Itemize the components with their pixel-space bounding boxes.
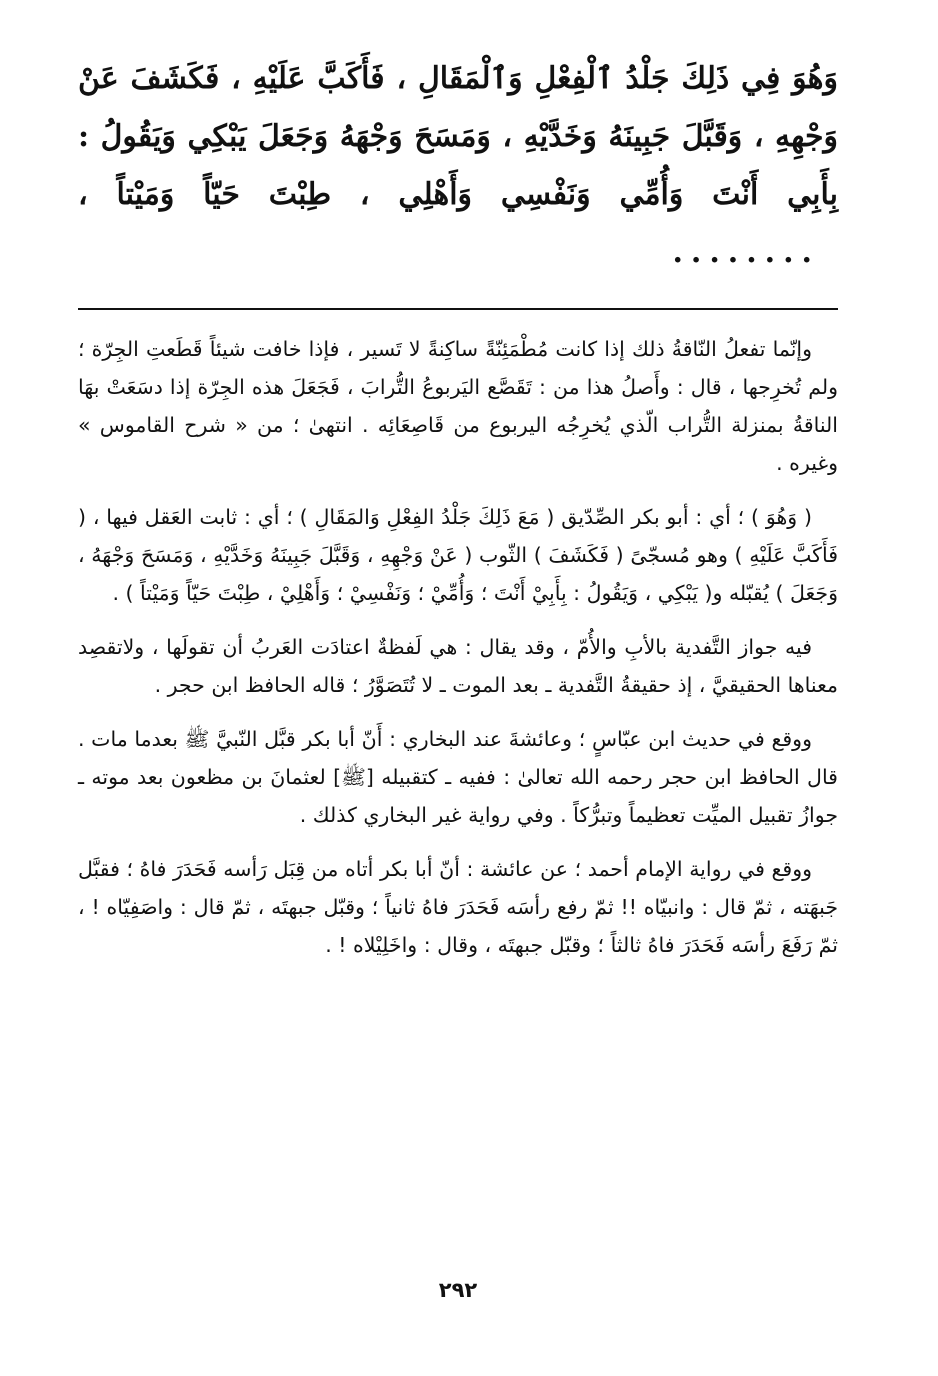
commentary-paragraph-2: ( وَهُوَ ) ؛ أي : أبو بكر الصِّدّيق ( مَعَ ذَلِكَ جَلْدُ الفِعْلِ وَالمَقَالِ ) ؛ أي : ثابت العَقل فيها ، ( فَأَكَبَّ عَلَيْهِ ) وهو مُسجّىً ( فَكَشَفَ ) الثّوب ( عَنْ وَجْهِهِ ، وَقَبَّلَ جَبِينَهُ وَخَدَّيْهِ ، وَمَسَحَ وَجْهَهُ ، وَجَعَلَ ) يُقبّله و( يَبْكِي ، وَيَقُولُ : بِأَبِيْ أَنْتَ ؛ وَأُمِّيْ ؛ وَنَفْسِيْ ؛ وَأَهْلِيْ ، طِبْتَ حَيّاً وَمَيْتاً ) . bbox=[78, 505, 838, 605]
commentary-section bbox=[78, 330, 838, 964]
matn-text bbox=[78, 50, 838, 282]
commentary-paragraph-5: ووقع في رواية الإمام أحمد ؛ عن عائشة : أنّ أبا بكر أتاه من قِبَل رَأسه فَحَدَرَ فاهُ ؛ فقبَّل جَبهَته ، ثمّ قال : وانبيّاه !! ثمّ رفع رأسَه فَحَدَرَ فاهُ ثانياً ؛ وقبّل جبهتَه ، ثمّ قال : واصَفِيّاه ! ، ثمّ رَفَعَ رأسَه فَحَدَرَ فاهُ ثالثاً ؛ وقبّل جبهتَه ، وقال : واخَلِيْلاه ! . bbox=[78, 857, 838, 957]
matn-body: وَهُوَ فِي ذَلِكَ جَلْدُ ٱلْفِعْلِ وَٱلْمَقَالِ ، فَأَكَبَّ عَلَيْهِ ، فَكَشَفَ عَنْ وَجْهِهِ ، وَقَبَّلَ جَبِينَهُ وَخَدَّيْهِ ، وَمَسَحَ وَجْهَهُ وَجَعَلَ يَبْكِي وَيَقُولُ : بِأَبِي أَنْتَ وَأُمِّي وَنَفْسِي وَأَهْلِي ، طِبْتَ حَيّاً وَمَيْتاً ، bbox=[78, 61, 838, 212]
book-page bbox=[78, 50, 838, 1350]
page-number: ٢٩٢ bbox=[438, 1278, 478, 1302]
matn-ellipsis: ........ bbox=[672, 235, 820, 270]
commentary-paragraph-1: وإنّما تفعلُ النّاقةُ ذلك إذا كانت مُطْمَئِنّةً ساكِنةً لا تَسير ، فإذا خافت شيئاً قَطَعتِ الجِرّة ؛ ولم تُخرِجها ، قال : وأَصلُ هذا من : تَقَصَّع اليَربوعُ التُّرابَ ، فَجَعَلَ هذه الجِرّة إذا دسَعَتْ بهَا الناقةُ بمنزلة التُّراب الّذي يُخرِجُه اليربوع من قَاصِعَائِه . انتهىٰ ؛ من « شرح القاموس » وغيره . bbox=[78, 337, 838, 475]
commentary-paragraph-3: فيه جواز التَّفدية بالأبِ والأُمّ ، وقد يقال : هي لَفظةٌ اعتادَت العَربُ أن تقولَها ، ولاتقصِد معناها الحقيقيَّ ، إذ حقيقةُ التَّفدية ـ بعد الموت ـ لا تُتَصَوَّرُ ؛ قاله الحافظ ابن حجر . bbox=[78, 635, 838, 697]
separator-rule bbox=[78, 308, 838, 310]
commentary-paragraph-4: ووقع في حديث ابن عبّاسٍ ؛ وعائشةَ عند البخاري : أَنّ أبا بكر قبَّل النّبيَّ ﷺ بعدما مات . قال الحافظ ابن حجر رحمه الله تعالىٰ : ففيه ـ كتقبيله [ﷺ] لعثمانَ بن مظعون بعد موته ـ جوازُ تقبيل الميِّت تعظيماً وتبرُّكاً . وفي رواية غير البخاري كذلك . bbox=[78, 727, 838, 827]
